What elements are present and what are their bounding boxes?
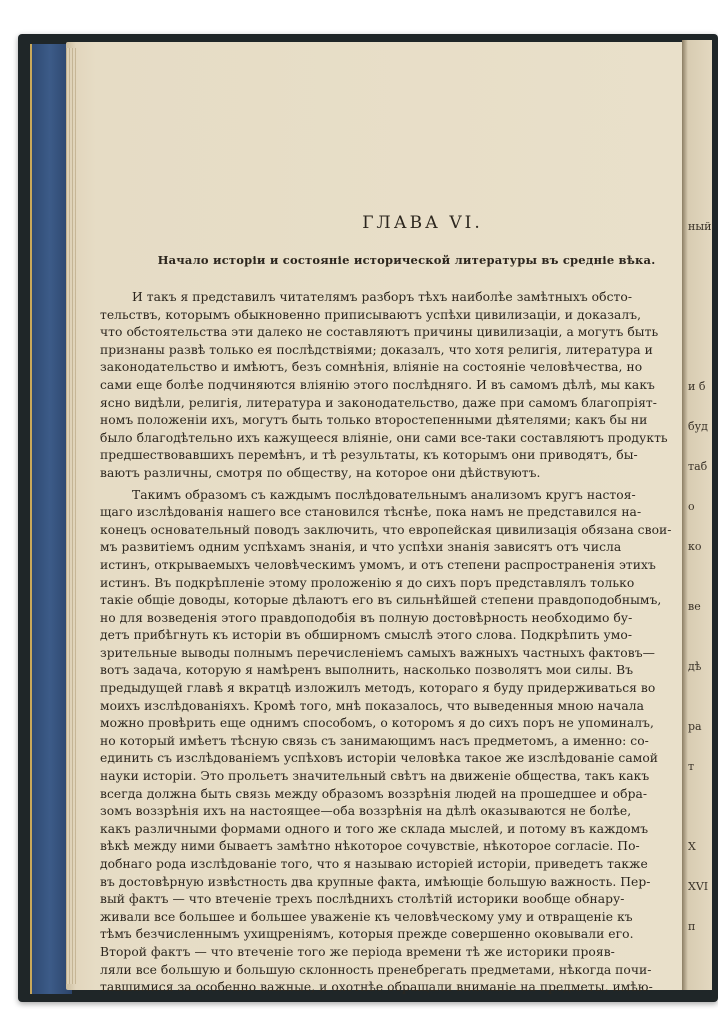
text-line: предшествовавшихъ перемѣнъ, и тѣ результаты, къ которымъ они приводятъ, бы- bbox=[100, 448, 638, 463]
text-line: можно провѣрить еще однимъ способомъ, о которомъ я до сихъ поръ не упоминалъ, bbox=[100, 716, 655, 731]
text-line: моихъ изслѣдованіяхъ. Кромѣ того, мнѣ показалось, что выведенныя мною начала bbox=[100, 698, 645, 713]
text-line: номъ положеніи ихъ, могутъ быть только второстепенными дѣятелями; какъ бы ни bbox=[100, 413, 648, 428]
text-line: мъ развитіемъ одним успѣхамъ знанія, и что успѣхи знанія зависятъ отъ числа bbox=[100, 540, 622, 555]
page-edges bbox=[66, 48, 76, 984]
facing-page-fragment: ный bbox=[688, 220, 712, 233]
text-line: истинъ, открываемыхъ человѣческимъ умомъ, и отъ степени распространенія этихъ bbox=[100, 557, 656, 572]
text-line: сами еще болѣе подчиняются вліянію этого послѣдняго. И въ самомъ дѣлѣ, мы какъ bbox=[100, 377, 655, 392]
facing-page-fragment: XVI bbox=[688, 880, 709, 893]
text-line: зрительные выводы полнымъ перечисленіемъ самыхъ важныхъ частныхъ фактовъ— bbox=[100, 645, 655, 660]
text-line: такіе общіе доводы, которые дѣлаютъ его въ сильнѣйшей степени правдоподобнымъ, bbox=[100, 593, 662, 608]
text-line: вотъ задача, которую я намѣренъ выполнить, насколько позволятъ мои силы. Въ bbox=[100, 663, 634, 678]
facing-page-fragment: ко bbox=[688, 540, 702, 553]
text-line: добнаго рода изслѣдованіе того, что я называю исторіей исторіи, приведетъ также bbox=[100, 857, 648, 871]
text-line: ваютъ различны, смотря по обществу, на которое они дѣйствуютъ. bbox=[100, 465, 541, 480]
facing-page-fragment: буд bbox=[688, 420, 708, 433]
facing-page-fragment: о bbox=[688, 500, 695, 513]
body-text bbox=[100, 289, 685, 997]
text-line: И такъ я представилъ читателямъ разборъ тѣхъ наиболѣе замѣтныхъ обсто- bbox=[132, 290, 633, 304]
text-line: зомъ воззрѣнія ихъ на настоящее—оба воззрѣнія на дѣлѣ оказываются не болѣе, bbox=[100, 804, 632, 819]
text-line: Второй фактъ — что втеченіе того же періода времени тѣ же историки прояв- bbox=[100, 944, 615, 959]
facing-page-fragment: дѣ bbox=[688, 660, 702, 673]
text-line: истинъ. Въ подкрѣпленіе этому проложенію я до сихъ поръ представлялъ только bbox=[100, 575, 635, 590]
facing-page-fragment: ра bbox=[688, 720, 702, 733]
text-line: тельствъ, которымъ обыкновенно приписываютъ успѣхи цивилизаціи, и доказалъ, bbox=[100, 307, 642, 322]
facing-page-fragment: и б bbox=[688, 380, 706, 393]
text-line: щаго изслѣдованія нашего все становился тѣснѣе, пока намъ не представился на- bbox=[100, 505, 642, 520]
facing-page-fragment: X bbox=[688, 840, 696, 853]
text-line: ясно видѣли, религія, литература и законодательство, даже при самомъ благопріят- bbox=[100, 395, 657, 410]
text-line: но который имѣетъ тѣсную связь съ занимающимъ насъ предметомъ, а именно: со- bbox=[100, 733, 649, 748]
facing-page-fragment: т bbox=[688, 760, 695, 773]
text-line: конецъ основательный поводъ заключить, что европейская цивилизація обязана свои- bbox=[100, 522, 672, 537]
text-line: ляли все большую и большую склонность пренебрегать предметами, нѣкогда почи- bbox=[100, 962, 652, 977]
text-line: было благодѣтельно ихъ кажущееся вліяніе, они сами все-таки составляютъ продукть bbox=[100, 430, 668, 445]
text-line: Такимъ образомъ съ каждымъ послѣдовательнымъ анализомъ кругъ настоя- bbox=[132, 487, 636, 502]
text-line: живали все большее и большее уваженіе къ человѣческому уму и отвращеніе къ bbox=[100, 909, 633, 924]
text-line: тавшимися за особенно важные, и охотнѣе обращали вниманіе на предметы, имѣю- bbox=[100, 980, 653, 995]
text-line: но для возведенія этого правдоподобія въ полную достовѣрность необходимо бу- bbox=[100, 610, 633, 625]
page-text bbox=[100, 205, 685, 997]
facing-page-edge bbox=[682, 40, 712, 990]
text-line: детъ прибѣгнуть къ исторіи въ обширномъ смыслѣ этого слова. Подкрѣпить умо- bbox=[100, 628, 633, 643]
text-line: науки исторіи. Это прольетъ значительный свѣтъ на движеніе общества, такъ какъ bbox=[100, 769, 650, 784]
text-line: всегда должна быть связь между образомъ воззрѣнія людей на прошедшее и обра- bbox=[100, 786, 648, 801]
text-line: вый фактъ — что втеченіе трехъ послѣднихъ столѣтій историки вообще обнару- bbox=[100, 892, 625, 907]
facing-page-fragment: таб bbox=[688, 460, 708, 473]
text-line: предыдущей главѣ я вкратцѣ изложилъ методъ, котораго я буду придерживаться во bbox=[100, 681, 656, 696]
chapter-title: ГЛАВА VI. bbox=[362, 213, 483, 233]
facing-page-fragment: ве bbox=[688, 600, 701, 613]
text-line: признаны развѣ только ея послѣдствіями; доказалъ, что хотя религія, литература и bbox=[100, 342, 653, 357]
text-line: единить съ изслѣдованіемъ успѣховъ исторіи человѣка такое же изслѣдованіе самой bbox=[100, 751, 659, 766]
text-line: законодательство и имѣютъ, безъ сомнѣнія, вліяніе на состояніе человѣчества, но bbox=[100, 360, 643, 375]
text-line: какъ различными формами одного и того же склада мыслей, и потому въ каждомъ bbox=[100, 821, 649, 836]
text-line: тѣмъ безчисленнымъ ухищреніямъ, которыя прежде совершенно оковывали его. bbox=[100, 927, 634, 942]
chapter-subtitle: Начало исторіи и состояніе исторической литературы въ средніе вѣка. bbox=[157, 253, 656, 267]
text-line: въ достовѣрную извѣстность два крупные факта, имѣющіе большую важность. Пер- bbox=[100, 874, 651, 889]
text-line: что обстоятельства эти далеко не составляютъ причины цивилизаціи, а могутъ быть bbox=[100, 325, 659, 340]
facing-page-fragment: п bbox=[688, 920, 696, 933]
text-line: вѣкѣ между ними бываетъ замѣтно нѣкоторое сочувствіе, нѣкоторое согласіе. По- bbox=[100, 839, 640, 854]
